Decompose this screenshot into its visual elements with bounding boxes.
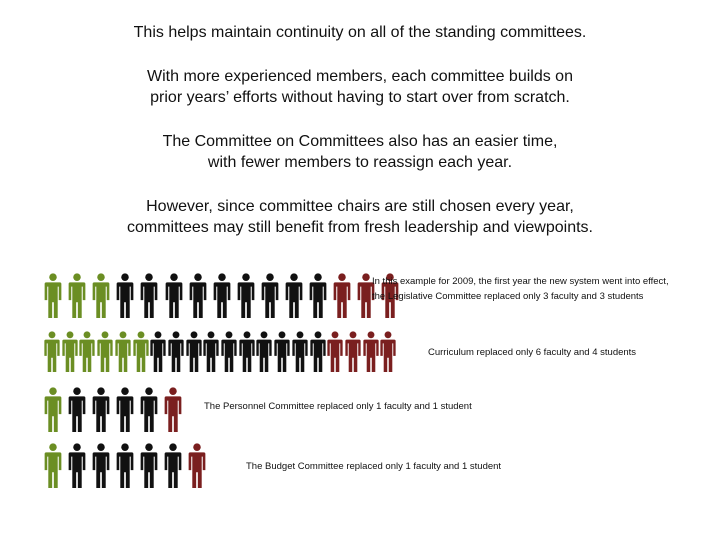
replaced-faculty-person-icon: [42, 443, 64, 489]
person-body: [237, 282, 254, 318]
person-head: [194, 273, 202, 281]
continuing-member-person-icon: [90, 443, 112, 489]
legislative-committee-caption: [372, 274, 669, 304]
person-body: [165, 452, 182, 488]
person-head: [155, 331, 162, 338]
person-body: [292, 340, 307, 372]
person-head: [363, 273, 371, 281]
person-body: [69, 452, 86, 488]
person-head: [73, 273, 81, 281]
caption-line: the Legislative Committee replaced only 3 faculty and 3 students: [372, 291, 644, 302]
person-head: [190, 331, 197, 338]
person-body: [62, 340, 77, 372]
caption-line: The Personnel Committee replaced only 1 faculty and 1 student: [204, 401, 472, 412]
person-body: [328, 340, 343, 372]
person-head: [385, 331, 392, 338]
person-body: [189, 452, 206, 488]
person-body: [117, 396, 134, 432]
replaced-student-person-icon: [378, 331, 398, 373]
continuing-member-person-icon: [114, 443, 136, 489]
caption-line: The Budget Committee replaced only 1 faculty and 1 student: [246, 461, 502, 472]
person-head: [121, 443, 129, 451]
replaced-faculty-person-icon: [66, 273, 88, 319]
person-head: [226, 331, 233, 338]
continuing-member-person-icon: [211, 273, 233, 319]
continuing-member-person-icon: [138, 443, 160, 489]
person-body: [141, 452, 158, 488]
person-head: [169, 387, 177, 395]
person-head: [169, 443, 177, 451]
person-body: [44, 340, 59, 372]
personnel-committee-caption: [204, 399, 472, 414]
continuing-member-person-icon: [162, 443, 184, 489]
person-head: [73, 443, 81, 451]
person-body: [45, 452, 62, 488]
person-body: [213, 282, 230, 318]
continuing-member-person-icon: [163, 273, 185, 319]
person-head: [137, 331, 144, 338]
paragraph-line: This helps maintain continuity on all of the standing committees.: [133, 24, 587, 41]
caption-line: Curriculum replaced only 6 faculty and 4 students: [428, 347, 637, 358]
person-head: [314, 331, 321, 338]
person-head: [145, 443, 153, 451]
curriculum-caption: [428, 345, 636, 360]
person-body: [381, 340, 396, 372]
continuing-member-person-icon: [187, 273, 209, 319]
person-head: [367, 331, 374, 338]
budget-committee-caption: [246, 459, 501, 474]
person-head: [261, 331, 268, 338]
person-body: [141, 282, 158, 318]
paragraph-line: with fewer members to reassign each year.: [207, 154, 513, 171]
replaced-faculty-person-icon: [90, 273, 112, 319]
person-head: [97, 273, 105, 281]
replaced-faculty-person-icon: [42, 273, 64, 319]
person-head: [279, 331, 286, 338]
person-head: [119, 331, 126, 338]
person-body: [221, 340, 236, 372]
paragraph-continuity: [0, 22, 720, 43]
continuing-member-person-icon: [114, 273, 136, 319]
person-body: [274, 340, 289, 372]
person-body: [45, 282, 62, 318]
person-body: [69, 282, 86, 318]
person-head: [145, 387, 153, 395]
person-head: [146, 273, 154, 281]
continuing-member-person-icon: [138, 387, 160, 433]
continuing-member-person-icon: [90, 387, 112, 433]
continuing-member-person-icon: [114, 387, 136, 433]
replaced-student-person-icon: [162, 387, 184, 433]
paragraph-line: prior years’ efforts without having to start over from scratch.: [150, 89, 570, 106]
person-head: [349, 331, 356, 338]
person-body: [93, 396, 110, 432]
replaced-student-person-icon: [186, 443, 208, 489]
person-body: [151, 340, 166, 372]
person-body: [45, 396, 62, 432]
person-body: [165, 282, 182, 318]
person-head: [97, 387, 105, 395]
person-body: [186, 340, 201, 372]
continuing-member-person-icon: [138, 273, 160, 319]
person-head: [84, 331, 91, 338]
paragraph-experience: [0, 66, 720, 108]
person-body: [97, 340, 112, 372]
person-body: [93, 282, 110, 318]
replaced-faculty-person-icon: [42, 387, 64, 433]
person-head: [338, 273, 346, 281]
person-head: [97, 443, 105, 451]
person-body: [345, 340, 360, 372]
person-head: [208, 331, 215, 338]
person-body: [117, 282, 134, 318]
person-body: [115, 340, 130, 372]
paragraph-chairs: [0, 196, 720, 238]
person-head: [102, 331, 109, 338]
person-body: [189, 282, 206, 318]
person-head: [314, 273, 322, 281]
person-body: [334, 282, 351, 318]
person-head: [121, 387, 129, 395]
person-head: [73, 387, 81, 395]
person-head: [122, 273, 130, 281]
person-head: [290, 273, 298, 281]
person-body: [165, 396, 182, 432]
person-head: [193, 443, 201, 451]
continuing-member-person-icon: [283, 273, 305, 319]
person-head: [172, 331, 179, 338]
person-head: [218, 273, 226, 281]
person-head: [266, 273, 274, 281]
continuing-member-person-icon: [235, 273, 257, 319]
replaced-student-person-icon: [331, 273, 353, 319]
continuing-member-person-icon: [66, 387, 88, 433]
person-body: [93, 452, 110, 488]
person-body: [69, 396, 86, 432]
person-body: [80, 340, 95, 372]
paragraph-line: committees may still benefit from fresh leadership and viewpoints.: [127, 219, 593, 236]
person-head: [332, 331, 339, 338]
person-body: [310, 340, 325, 372]
person-head: [49, 273, 57, 281]
person-head: [49, 331, 56, 338]
person-head: [49, 387, 57, 395]
paragraph-line: With more experienced members, each committee builds on: [147, 68, 573, 85]
continuing-member-person-icon: [307, 273, 329, 319]
person-body: [239, 340, 254, 372]
person-body: [310, 282, 327, 318]
paragraph-line: The Committee on Committees also has an easier time,: [162, 133, 558, 150]
continuing-member-person-icon: [259, 273, 281, 319]
person-head: [170, 273, 178, 281]
person-body: [117, 452, 134, 488]
person-head: [296, 331, 303, 338]
person-body: [262, 282, 279, 318]
person-body: [363, 340, 378, 372]
person-body: [141, 396, 158, 432]
paragraph-committee-on-committees: [0, 131, 720, 173]
caption-line: In this example for 2009, the first year the new system went into effect,: [372, 276, 669, 287]
person-head: [243, 331, 250, 338]
person-body: [168, 340, 183, 372]
person-body: [257, 340, 272, 372]
person-head: [66, 331, 73, 338]
paragraph-line: However, since committee chairs are still chosen every year,: [146, 198, 574, 215]
person-head: [49, 443, 57, 451]
person-body: [204, 340, 219, 372]
person-body: [286, 282, 303, 318]
person-body: [133, 340, 148, 372]
person-head: [242, 273, 250, 281]
continuing-member-person-icon: [66, 443, 88, 489]
